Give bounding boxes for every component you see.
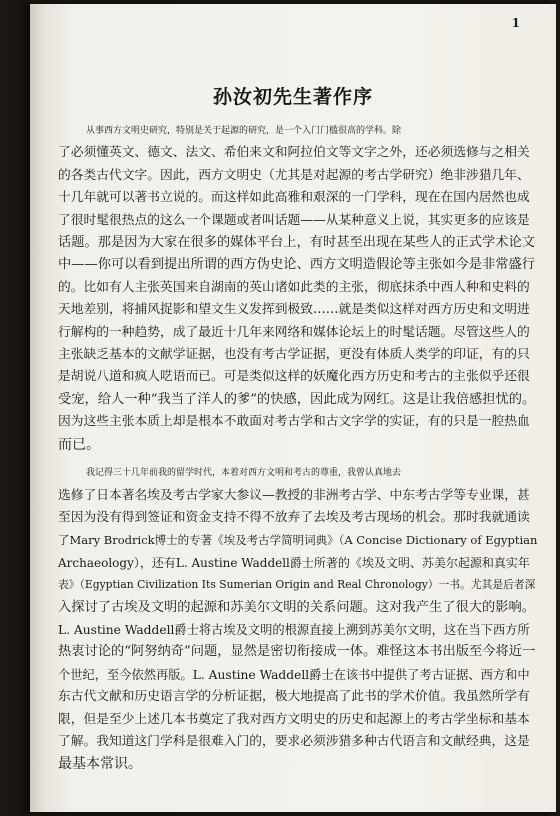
paragraph-2 bbox=[58, 462, 538, 776]
text-line: 了必须懂英文、德文、法文、希伯来文和阿拉伯文等文字之外，还必须选修与之相关 bbox=[58, 145, 530, 161]
text-line: 选修了日本著名埃及考古学家大参议—教授的非洲考古学、中东考古学等专业课，甚 bbox=[58, 487, 530, 503]
text-line: 表》（Egyptian Civilization Its Sumerian Origin and Real Chronology）一书。尤其是后者深 bbox=[58, 578, 536, 592]
body-text bbox=[58, 120, 538, 776]
text-line: 热衷讨论的“阿努纳奇”问题，显然是密切衔接成一体。难怪这本书出版至今将近一 bbox=[58, 644, 536, 660]
book-page bbox=[30, 4, 556, 812]
text-line: 了Mary Brodrick博士的专著《埃及考古学简明词典》（A Concise Dictionary of Egyptian bbox=[58, 533, 538, 548]
text-line: 天地差别，将捕风捉影和望文生义发挥到极致……就是类似这样对西方历史和文明进 bbox=[58, 302, 530, 318]
page-title: 孙汝初先生著作序 bbox=[212, 86, 373, 108]
text-line: 东古代文献和历史语言学的分析证据，极大地提高了此书的学术价值。我虽然所学有 bbox=[58, 689, 530, 705]
text-line: 最基本常识。 bbox=[58, 756, 142, 773]
text-line: 话题。那是因为大家在很多的媒体平台上，有时甚至出现在某些人的正式学术论文 bbox=[58, 235, 536, 251]
text-line: 的各类古代文字。因此，西方文明史（尤其是对起源的考古学研究）绝非涉猎几年、 bbox=[58, 167, 530, 183]
text-line: 十几年就可以著书立说的。而这样如此高雅和艰深的一门学科，现在在国内居然也成 bbox=[58, 190, 530, 206]
text-line: 从事西方文明史研究，特别是关于起源的研究，是一个入门门槛很高的学科。除 bbox=[86, 126, 402, 136]
text-line: 主张缺乏基本的文献学证据，也没有考古学证据，更没有体质人类学的印证，有的只 bbox=[58, 347, 530, 363]
page-number: 1 bbox=[511, 16, 520, 30]
text-line: 中——你可以看到提出所谓的西方伪史论、西方文明造假论等主张如今是非常盛行 bbox=[58, 257, 536, 273]
text-line: 而已。 bbox=[58, 436, 100, 453]
text-line: 至因为没有得到签证和资金支持不得不放弃了去埃及考古现场的机会。那时我就通读 bbox=[58, 509, 530, 525]
text-line: Archaeology），还有L. Austine Waddell爵士所著的《埃及文明、苏美尔起源和真实年 bbox=[58, 555, 530, 570]
text-line: 了解。我知道这门学科是很难入门的，要求必须涉猎多种古代语言和文献经典，这是 bbox=[58, 733, 530, 749]
text-line: 的。比如有人主张英国来自湖南的英山诸如此类的主张，彻底抹杀中西人种和史料的 bbox=[58, 279, 530, 295]
text-line: 行解构的一种趋势，成了最近十几年来网络和媒体论坛上的时髦话题。尽管这些人的 bbox=[58, 324, 530, 340]
text-line: 限，但是至少上述几本书奠定了我对西方文明史的历史和起源上的考古学坐标和基本 bbox=[58, 711, 530, 727]
text-line: 了很时髦很热点的这么一个课题或者叫话题——从某种意义上说，其实更多的应该是 bbox=[58, 212, 530, 228]
text-line: 因为这些主张本质上却是根本不敢面对考古学和古文字学的实证，有的只是一腔热血 bbox=[58, 414, 530, 430]
paragraph-1 bbox=[58, 120, 538, 456]
text-line: 入探讨了古埃及文明的起源和苏美尔文明的关系问题。这对我产生了很大的影响。 bbox=[58, 599, 536, 615]
text-line: 我记得三十几年前我的留学时代，本着对西方文明和考古的尊重，我曾认真地去 bbox=[86, 468, 402, 479]
text-line: L. Austine Waddell爵士将古埃及文明的根源直接上溯到苏美尔文明，这在当下西方所 bbox=[58, 622, 530, 637]
text-line: 是胡说八道和疯人呓语而已。可是类似这样的妖魔化西方历史和考古的主张似乎还很 bbox=[58, 369, 530, 385]
text-line: 受宠，给人一种“我当了洋人的爹”的快感，因此成为网红。这是让我倍感担忧的。 bbox=[58, 391, 536, 407]
text-line: 个世纪，至今依然再版。L. Austine Waddell爵士在该书中提供了考古证据、西方和中 bbox=[58, 667, 530, 682]
